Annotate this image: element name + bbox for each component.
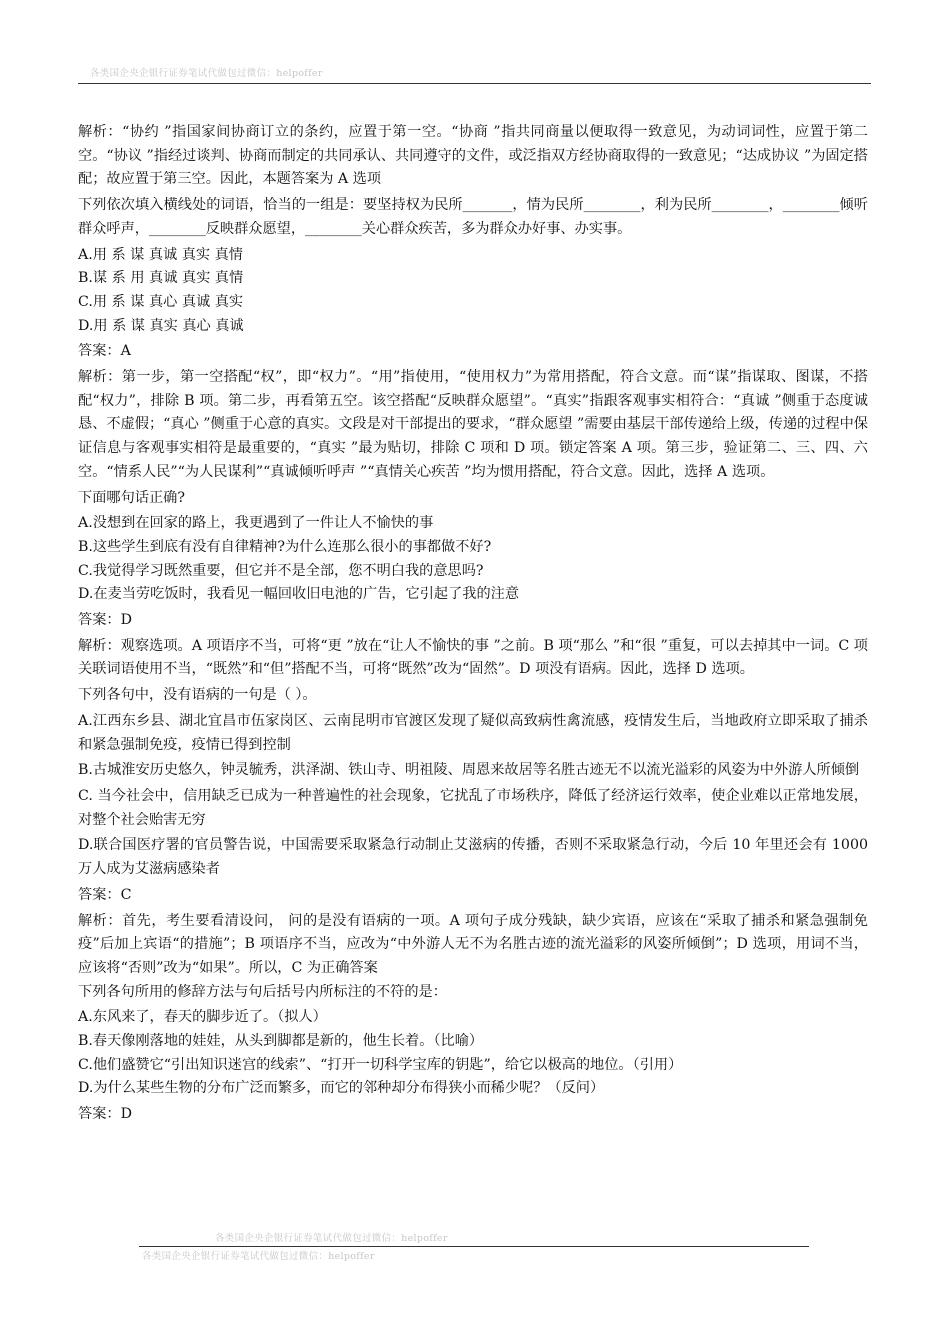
option-a: A.没想到在回家的路上，我更遇到了一件让人不愉快的事 [78,515,434,532]
question-stem: 下面哪句话正确? [78,489,185,506]
question-stem: 下列依次填入横线处的词语，恰当的一组是：要坚持权为民所_______，情为民所________，利为民所________，________倾听群众呼声，________反映群众愿望，________关心群众疾苦，多为群众办好事、办实事。 [78,197,868,237]
option-b: B.春天像刚落地的娃娃，从头到脚都是新的，他生长着。（比喻） [78,1033,484,1050]
header-watermark: 各类国企央企银行证券笔试代做包过微信：helpoffer [90,68,323,79]
analysis-paragraph: 解析：观察选项。A 项语序不当，可将“更 ”放在“让人不愉快的事 ”之前。B 项“那么 ”和“很 ”重复，可以去掉其中一词。C 项关联词语使用不当，“既然”和“但”搭配不当，可将“既然”改为“固然”。D 项没有语病。因此，选择 D 选项。 [78,637,868,678]
answer-line: 答案：D [78,612,132,629]
option-d: D.用 系 谋 真实 真心 真诚 [78,317,244,334]
analysis-paragraph: 解析：“协约 ”指国家间协商订立的条约，应置于第一空。“协商 ”指共同商量以便取得一致意见，为动词词性，应置于第二空。“协议 ”指经过谈判、协商而制定的共同承认、共同遵守的文件，或泛指双方经协商取得的一致意见；“达成协议 ”为固定搭配；故应置于第三空。因此，本题答案为 A 选项 [78,124,868,188]
option-d: D.在麦当劳吃饭时，我看见一幅回收旧电池的广告，它引起了我的注意 [78,586,520,603]
footer-divider [139,1246,809,1247]
option-b: B.谋 系 用 真诚 真实 真情 [78,270,244,287]
option-c: C.他们盛赞它“引出知识迷宫的线索”、“打开一切科学宝库的钥匙”，给它以极高的地位。（引用） [78,1056,683,1073]
option-a: A.东风来了，春天的脚步近了。（拟人） [78,1009,327,1026]
option-b: B.古城淮安历史悠久，钟灵毓秀，洪泽湖、铁山寺、明祖陵、周恩来故居等名胜古迹无不以流光溢彩的风姿为中外游人所倾倒 [78,762,860,779]
analysis-paragraph: 解析：首先，考生要看清设问， 问的是没有语病的一项。A 项句子成分残缺，缺少宾语，应该在“采取了捕杀和紧急强制免疫”后加上宾语“的措施”；B 项语序不当，应改为“中外游人无不为名胜古迹的流光溢彩的风姿所倾倒”；D 选项，用词不当，应该将“否则”改为“如果”。所以，C 为正确答案 [78,912,868,976]
answer-line: 答案：C [78,886,132,903]
option-c: C. 当今社会中，信用缺乏已成为一种普遍性的社会现象，它扰乱了市场秩序，降低了经济运行效率，使企业难以正常地发展，对整个社会贻害无穷 [78,787,868,828]
footer-watermark-upper: 各类国企央企银行证券笔试代做包过微信：helpoffer [215,1233,448,1244]
option-d: D.联合国医疗署的官员警告说，中国需要采取紧急行动制止艾滋病的传播，否则不采取紧急行动，今后 10 年里还会有 1000 万人成为艾滋病感染者 [78,837,868,878]
document-body [78,121,868,1127]
answer-line: 答案：A [78,343,131,360]
question-stem: 下列各句所用的修辞方法与句后括号内所标注的不符的是： [78,983,447,1000]
header-divider [78,83,871,84]
option-a: A.江西东乡县、湖北宜昌市伍家岗区、云南昆明市官渡区发现了疑似高致病性禽流感，疫情发生后，当地政府立即采取了捕杀和紧急强制免疫，疫情已得到控制 [78,712,868,753]
option-a: A.用 系 谋 真诚 真实 真情 [78,246,243,263]
option-b: B.这些学生到底有没有自律精神?为什么连那么很小的事都做不好? [78,538,492,555]
option-c: C.我觉得学习既然重要，但它并不是全部，您不明白我的意思吗? [78,562,484,579]
footer-watermark-lower: 各类国企央企银行证券笔试代做包过微信：helpoffer [142,1251,375,1262]
option-d: D.为什么某些生物的分布广泛而繁多，而它的邻种却分布得狭小而稀少呢？（反问） [78,1080,605,1097]
option-c: C.用 系 谋 真心 真诚 真实 [78,293,244,310]
answer-line: 答案：D [78,1106,132,1123]
question-stem: 下列各句中，没有语病的一句是（ ）。 [78,687,317,704]
analysis-paragraph: 解析：第一步，第一空搭配“权”，即“权力”。“用”指使用，“使用权力”为常用搭配，符合文意。而“谋”指谋取、图谋，不搭配“权力”，排除 B 项。第二步，再看第五空。该空搭配“反映群众愿望”。“真实”指跟客观事实相符合：“真诚 ”侧重于态度诚恳、不虚假；“真心 ”侧重于心意的真实。文段是对干部提出的要求，“群众愿望 ”需要由基层干部传递给上级，传递的过程中保证信息与客观事实相符是最重要的，“真实 ”最为贴切，排除 C 项和 D 项。锁定答案 A 项。第三步，验证第二、三、四、六空。“情系人民”“为人民谋利”“真诚倾听呼声 ”“真情关心疾苦 ”均为惯用搭配，符合文意。因此，选择 A 选项。 [78,369,868,480]
